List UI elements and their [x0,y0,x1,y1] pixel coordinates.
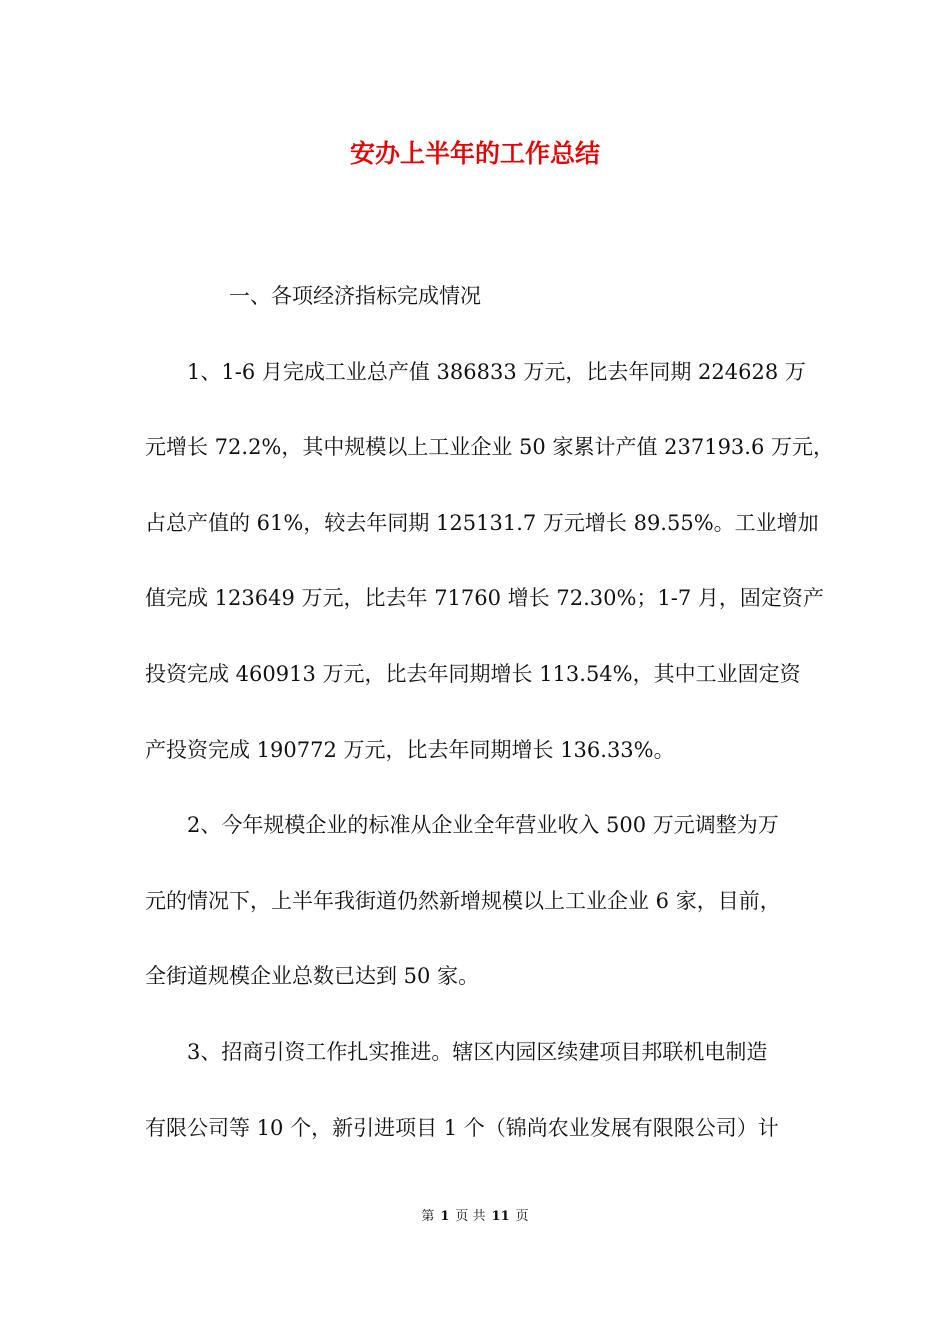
footer-middle: 页 共 [455,1209,486,1224]
paragraph-line: 值完成 123649 万元，比去年 71760 增长 72.30%；1-7 月，固定资产 [145,586,824,611]
paragraph-line: 全街道规模企业总数已达到 50 家。 [145,964,480,989]
section-heading: 一、各项经济指标完成情况 [229,284,481,308]
paragraph-line: 2、今年规模企业的标准从企业全年营业收入 500 万元调整为万 [187,813,779,838]
document-title: 安办上半年的工作总结 [349,139,600,168]
paragraph-3 [145,1034,815,1147]
footer-total-pages: 11 [491,1209,510,1224]
paragraph-1 [145,354,835,770]
paragraph-2 [145,807,815,996]
page-footer [0,1208,950,1226]
paragraph-line: 产投资完成 190772 万元，比去年同期增长 136.33%。 [145,737,675,762]
footer-page-number: 1 [440,1209,450,1224]
paragraph-line: 元的情况下，上半年我街道仍然新增规模以上工业企业 6 家，目前， [145,888,781,913]
paragraph-line: 3、招商引资工作扎实推进。辖区内园区续建项目邦联机电制造 [187,1039,768,1064]
document-body [145,278,835,1185]
footer-suffix: 页 [515,1209,529,1224]
paragraph-line: 元增长 72.2%，其中规模以上工业企业 50 家累计产值 237193.6 万元， [145,435,835,460]
paragraph-line: 有限公司等 10 个，新引进项目 1 个（锦尚农业发展有限限公司）计 [145,1115,779,1140]
footer-prefix: 第 [421,1209,435,1224]
paragraph-line: 投资完成 460913 万元，比去年同期增长 113.54%，其中工业固定资 [145,661,801,686]
paragraph-line: 占总产值的 61%，较去年同期 125131.7 万元增长 89.55%。工业增加 [145,510,819,535]
paragraph-line: 1、1-6 月完成工业总产值 386833 万元，比去年同期 224628 万 [187,359,806,384]
